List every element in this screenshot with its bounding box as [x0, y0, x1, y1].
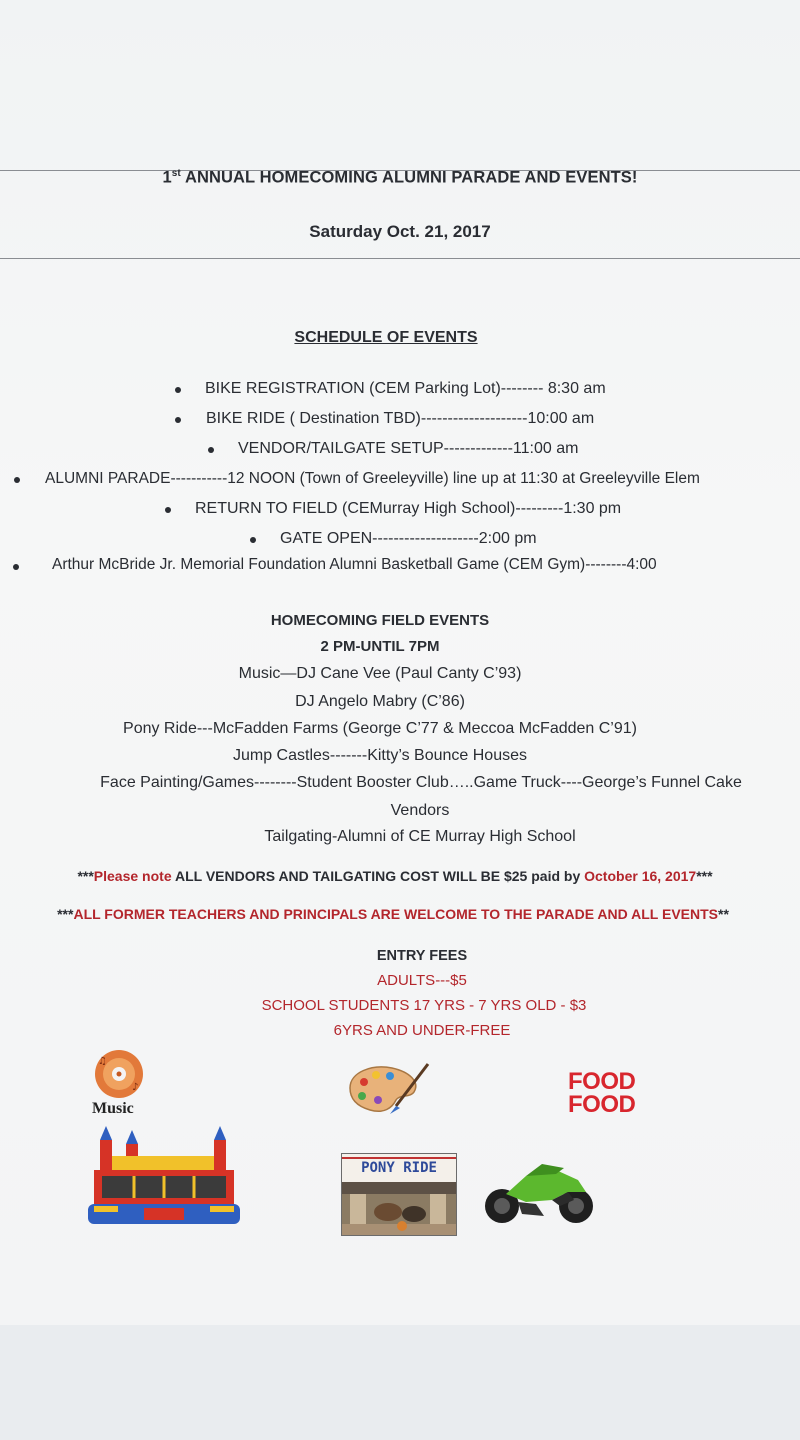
bullet-icon [250, 537, 256, 543]
food-logo-line: FOOD [568, 1091, 636, 1118]
field-event-line: Vendors [390, 802, 450, 819]
field-event-line: Tailgating-Alumni of CE Murray High School [264, 828, 576, 845]
schedule-item: GATE OPEN--------------------2:00 pm [280, 530, 537, 548]
schedule-item: BIKE REGISTRATION (CEM Parking Lot)-------- 8:30 am [205, 380, 606, 398]
fee-students: SCHOOL STUDENTS 17 YRS - 7 YRS OLD - $3 [261, 997, 587, 1014]
field-event-line: Jump Castles-------Kitty’s Bounce Houses [232, 747, 527, 764]
bullet-icon [13, 564, 19, 570]
schedule-item: Arthur McBride Jr. Memorial Foundation Alumni Basketball Game (CEM Gym)--------4:00 [52, 556, 657, 574]
field-events-heading: HOMECOMING FIELD EVENTS [270, 612, 490, 629]
schedule-item: ALUMNI PARADE-----------12 NOON (Town of Greeleyville) line up at 11:30 at Greeleyville Elem [45, 470, 700, 488]
music-label: Music [92, 1100, 134, 1117]
field-event-line: Face Painting/Games--------Student Booster Club…..Game Truck----George’s Funnel Cake [100, 774, 742, 791]
event-date: Saturday Oct. 21, 2017 [309, 222, 491, 241]
paint-palette-icon [344, 1060, 434, 1123]
fee-adults: ADULTS---$5 [377, 972, 467, 989]
pony-ride-photo [341, 1153, 457, 1236]
title-text: ANNUAL HOMECOMING ALUMNI PARADE AND EVENTS! [184, 168, 638, 187]
bullet-icon [14, 477, 20, 483]
bullet-icon [165, 507, 171, 513]
field-event-line: Music—DJ Cane Vee (Paul Canty C’93) [238, 665, 522, 682]
bullet-icon [175, 417, 181, 423]
field-events-hours: 2 PM-UNTIL 7PM [320, 638, 440, 655]
bullet-icon [175, 387, 181, 393]
bottom-rule [0, 258, 800, 259]
bounce-house-icon [84, 1126, 244, 1237]
fee-children: 6YRS AND UNDER-FREE [333, 1022, 511, 1039]
vendor-fee-note: ***Please note ALL VENDORS AND TAILGATING COST WILL BE $25 paid by October 16, 2017*** [77, 868, 713, 884]
music-disc-icon [88, 1050, 154, 1122]
title-ordinal: 1 [162, 168, 172, 187]
teachers-welcome-note: ***ALL FORMER TEACHERS AND PRINCIPALS ARE WELCOME TO THE PARADE AND ALL EVENTS** [57, 906, 729, 922]
field-event-line: DJ Angelo Mabry (C’86) [295, 693, 465, 710]
food-logo-line: FOOD [568, 1068, 636, 1095]
flyer-title [0, 168, 800, 188]
bullet-icon [208, 447, 214, 453]
svg-text:♫: ♫ [98, 1056, 107, 1067]
field-event-line: Pony Ride---McFadden Farms (George C’77 & Meccoa McFadden C’91) [123, 720, 637, 737]
schedule-item: BIKE RIDE ( Destination TBD)--------------------10:00 am [206, 410, 594, 428]
entry-fees-heading: ENTRY FEES [376, 948, 468, 964]
motorcycle-icon [482, 1160, 598, 1235]
svg-text:♪: ♪ [132, 1082, 139, 1093]
title-superscript: st [171, 168, 181, 179]
pony-ride-label: PONY RIDE [361, 1160, 437, 1176]
food-logo [568, 1070, 635, 1116]
schedule-item: RETURN TO FIELD (CEMurray High School)---------1:30 pm [195, 500, 621, 518]
schedule-heading: SCHEDULE OF EVENTS [294, 329, 478, 346]
schedule-item: VENDOR/TAILGATE SETUP-------------11:00 am [238, 440, 578, 458]
